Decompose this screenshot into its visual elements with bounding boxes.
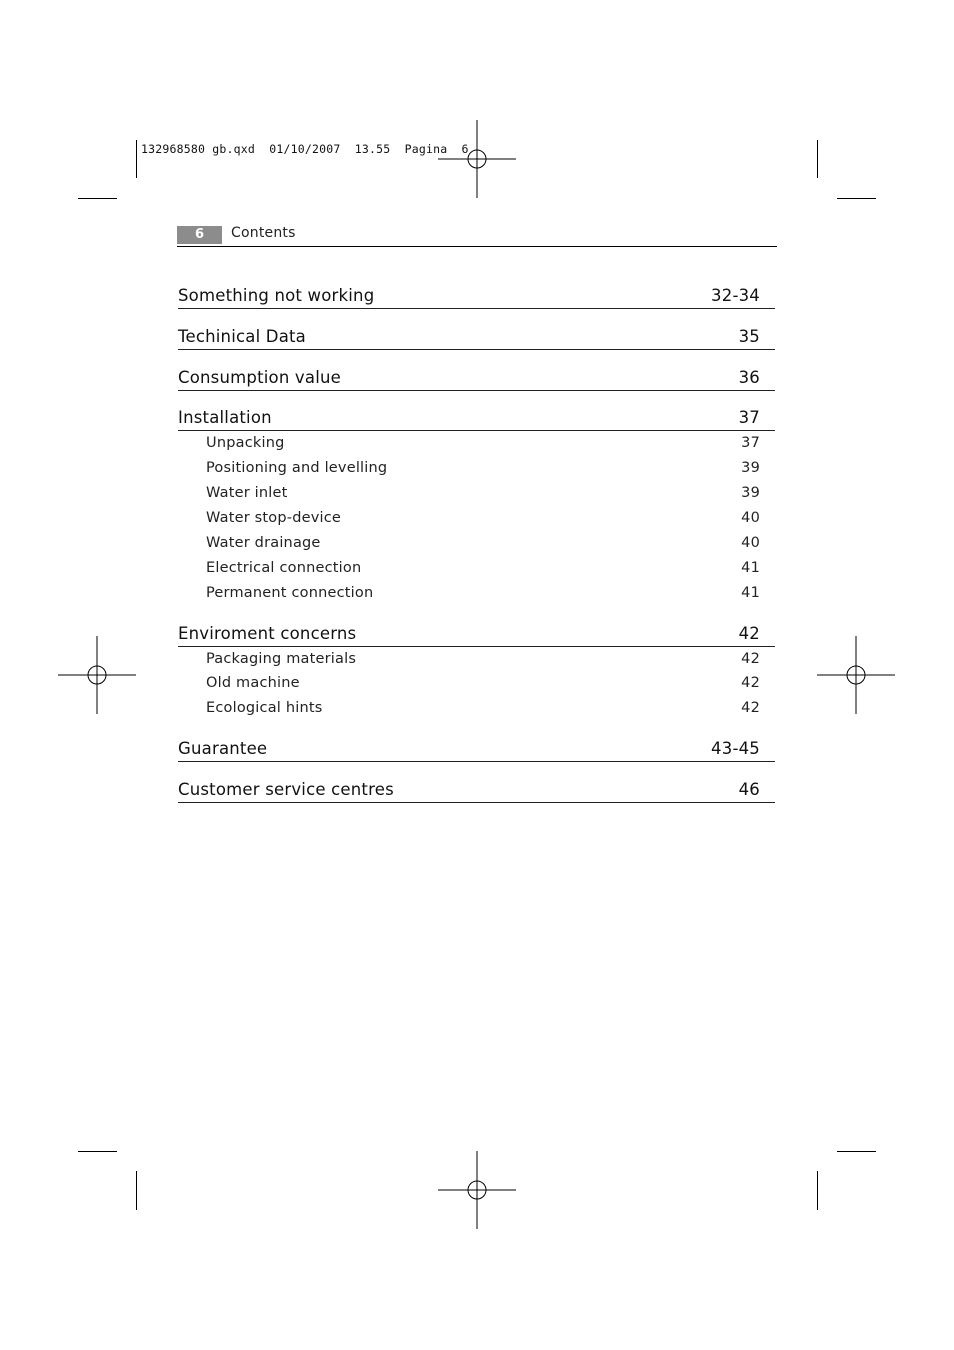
toc-subentry-unpacking[interactable]	[206, 435, 760, 455]
toc-subentry-electrical-connection[interactable]	[206, 560, 760, 580]
toc-page: 42	[738, 624, 760, 643]
toc-title: Customer service centres	[178, 780, 394, 799]
toc-subentry-permanent-connection[interactable]	[206, 585, 760, 605]
toc-sub-title: Old machine	[206, 675, 300, 691]
toc-sub-page: 39	[741, 460, 760, 476]
toc-sub-title: Unpacking	[206, 435, 285, 451]
toc-page: 32-34	[711, 286, 760, 305]
toc-subentry-ecological-hints[interactable]	[206, 700, 760, 720]
toc-page: 46	[738, 780, 760, 799]
toc-subentry-water-stop-device[interactable]	[206, 510, 760, 530]
toc-title: Consumption value	[178, 368, 341, 387]
crop-mark	[78, 198, 117, 199]
print-slug: 132968580 gb.qxd 01/10/2007 13.55 Pagina 6	[141, 142, 469, 156]
toc-sub-title: Electrical connection	[206, 560, 362, 576]
toc-title: Installation	[178, 408, 272, 427]
toc-sub-title: Positioning and levelling	[206, 460, 388, 476]
toc-page: 43-45	[711, 739, 760, 758]
toc-entry-enviroment-concerns[interactable]	[178, 624, 775, 647]
toc-sub-page: 41	[741, 560, 760, 576]
toc-sub-title: Water drainage	[206, 535, 321, 551]
registration-mark-icon	[817, 636, 895, 714]
crop-mark	[817, 140, 818, 178]
toc-subentry-packaging-materials[interactable]	[206, 651, 760, 671]
registration-mark-icon	[58, 636, 136, 714]
toc-page: 35	[738, 327, 760, 346]
section-label: Contents	[231, 225, 296, 241]
registration-mark-icon	[438, 1151, 516, 1229]
toc-sub-page: 39	[741, 485, 760, 501]
toc-sub-page: 37	[741, 435, 760, 451]
page-number-badge: 6	[177, 226, 222, 244]
toc-title: Enviroment concerns	[178, 624, 357, 643]
crop-mark	[837, 198, 876, 199]
toc-sub-title: Packaging materials	[206, 651, 357, 667]
toc-sub-page: 42	[741, 651, 760, 667]
registration-mark-icon	[438, 120, 516, 198]
crop-mark	[817, 1171, 818, 1210]
toc-sub-page: 40	[741, 510, 760, 526]
header-divider	[177, 246, 777, 247]
toc-subentry-water-inlet[interactable]	[206, 485, 760, 505]
toc-sub-title: Ecological hints	[206, 700, 323, 716]
crop-mark	[78, 1151, 117, 1152]
toc-sub-page: 40	[741, 535, 760, 551]
crop-mark	[136, 140, 137, 178]
crop-mark	[837, 1151, 876, 1152]
toc-entry-guarantee[interactable]	[178, 739, 775, 762]
toc-entry-customer-service-centres[interactable]	[178, 780, 775, 803]
toc-entry-installation[interactable]	[178, 408, 775, 431]
toc-sub-title: Water inlet	[206, 485, 288, 501]
toc-sub-page: 42	[741, 675, 760, 691]
toc-subentry-positioning-and-levelling[interactable]	[206, 460, 760, 480]
toc-title: Techinical Data	[178, 327, 306, 346]
toc-title: Guarantee	[178, 739, 268, 758]
crop-mark	[136, 1171, 137, 1210]
toc-page: 37	[738, 408, 760, 427]
toc-subentry-water-drainage[interactable]	[206, 535, 760, 555]
toc-page: 36	[738, 368, 760, 387]
toc-sub-page: 41	[741, 585, 760, 601]
toc-entry-techinical-data[interactable]	[178, 327, 775, 350]
toc-subentry-old-machine[interactable]	[206, 675, 760, 695]
toc-sub-title: Permanent connection	[206, 585, 374, 601]
toc-sub-page: 42	[741, 700, 760, 716]
toc-entry-something-not-working[interactable]	[178, 286, 775, 309]
toc-entry-consumption-value[interactable]	[178, 368, 775, 391]
toc-sub-title: Water stop-device	[206, 510, 342, 526]
toc-title: Something not working	[178, 286, 375, 305]
